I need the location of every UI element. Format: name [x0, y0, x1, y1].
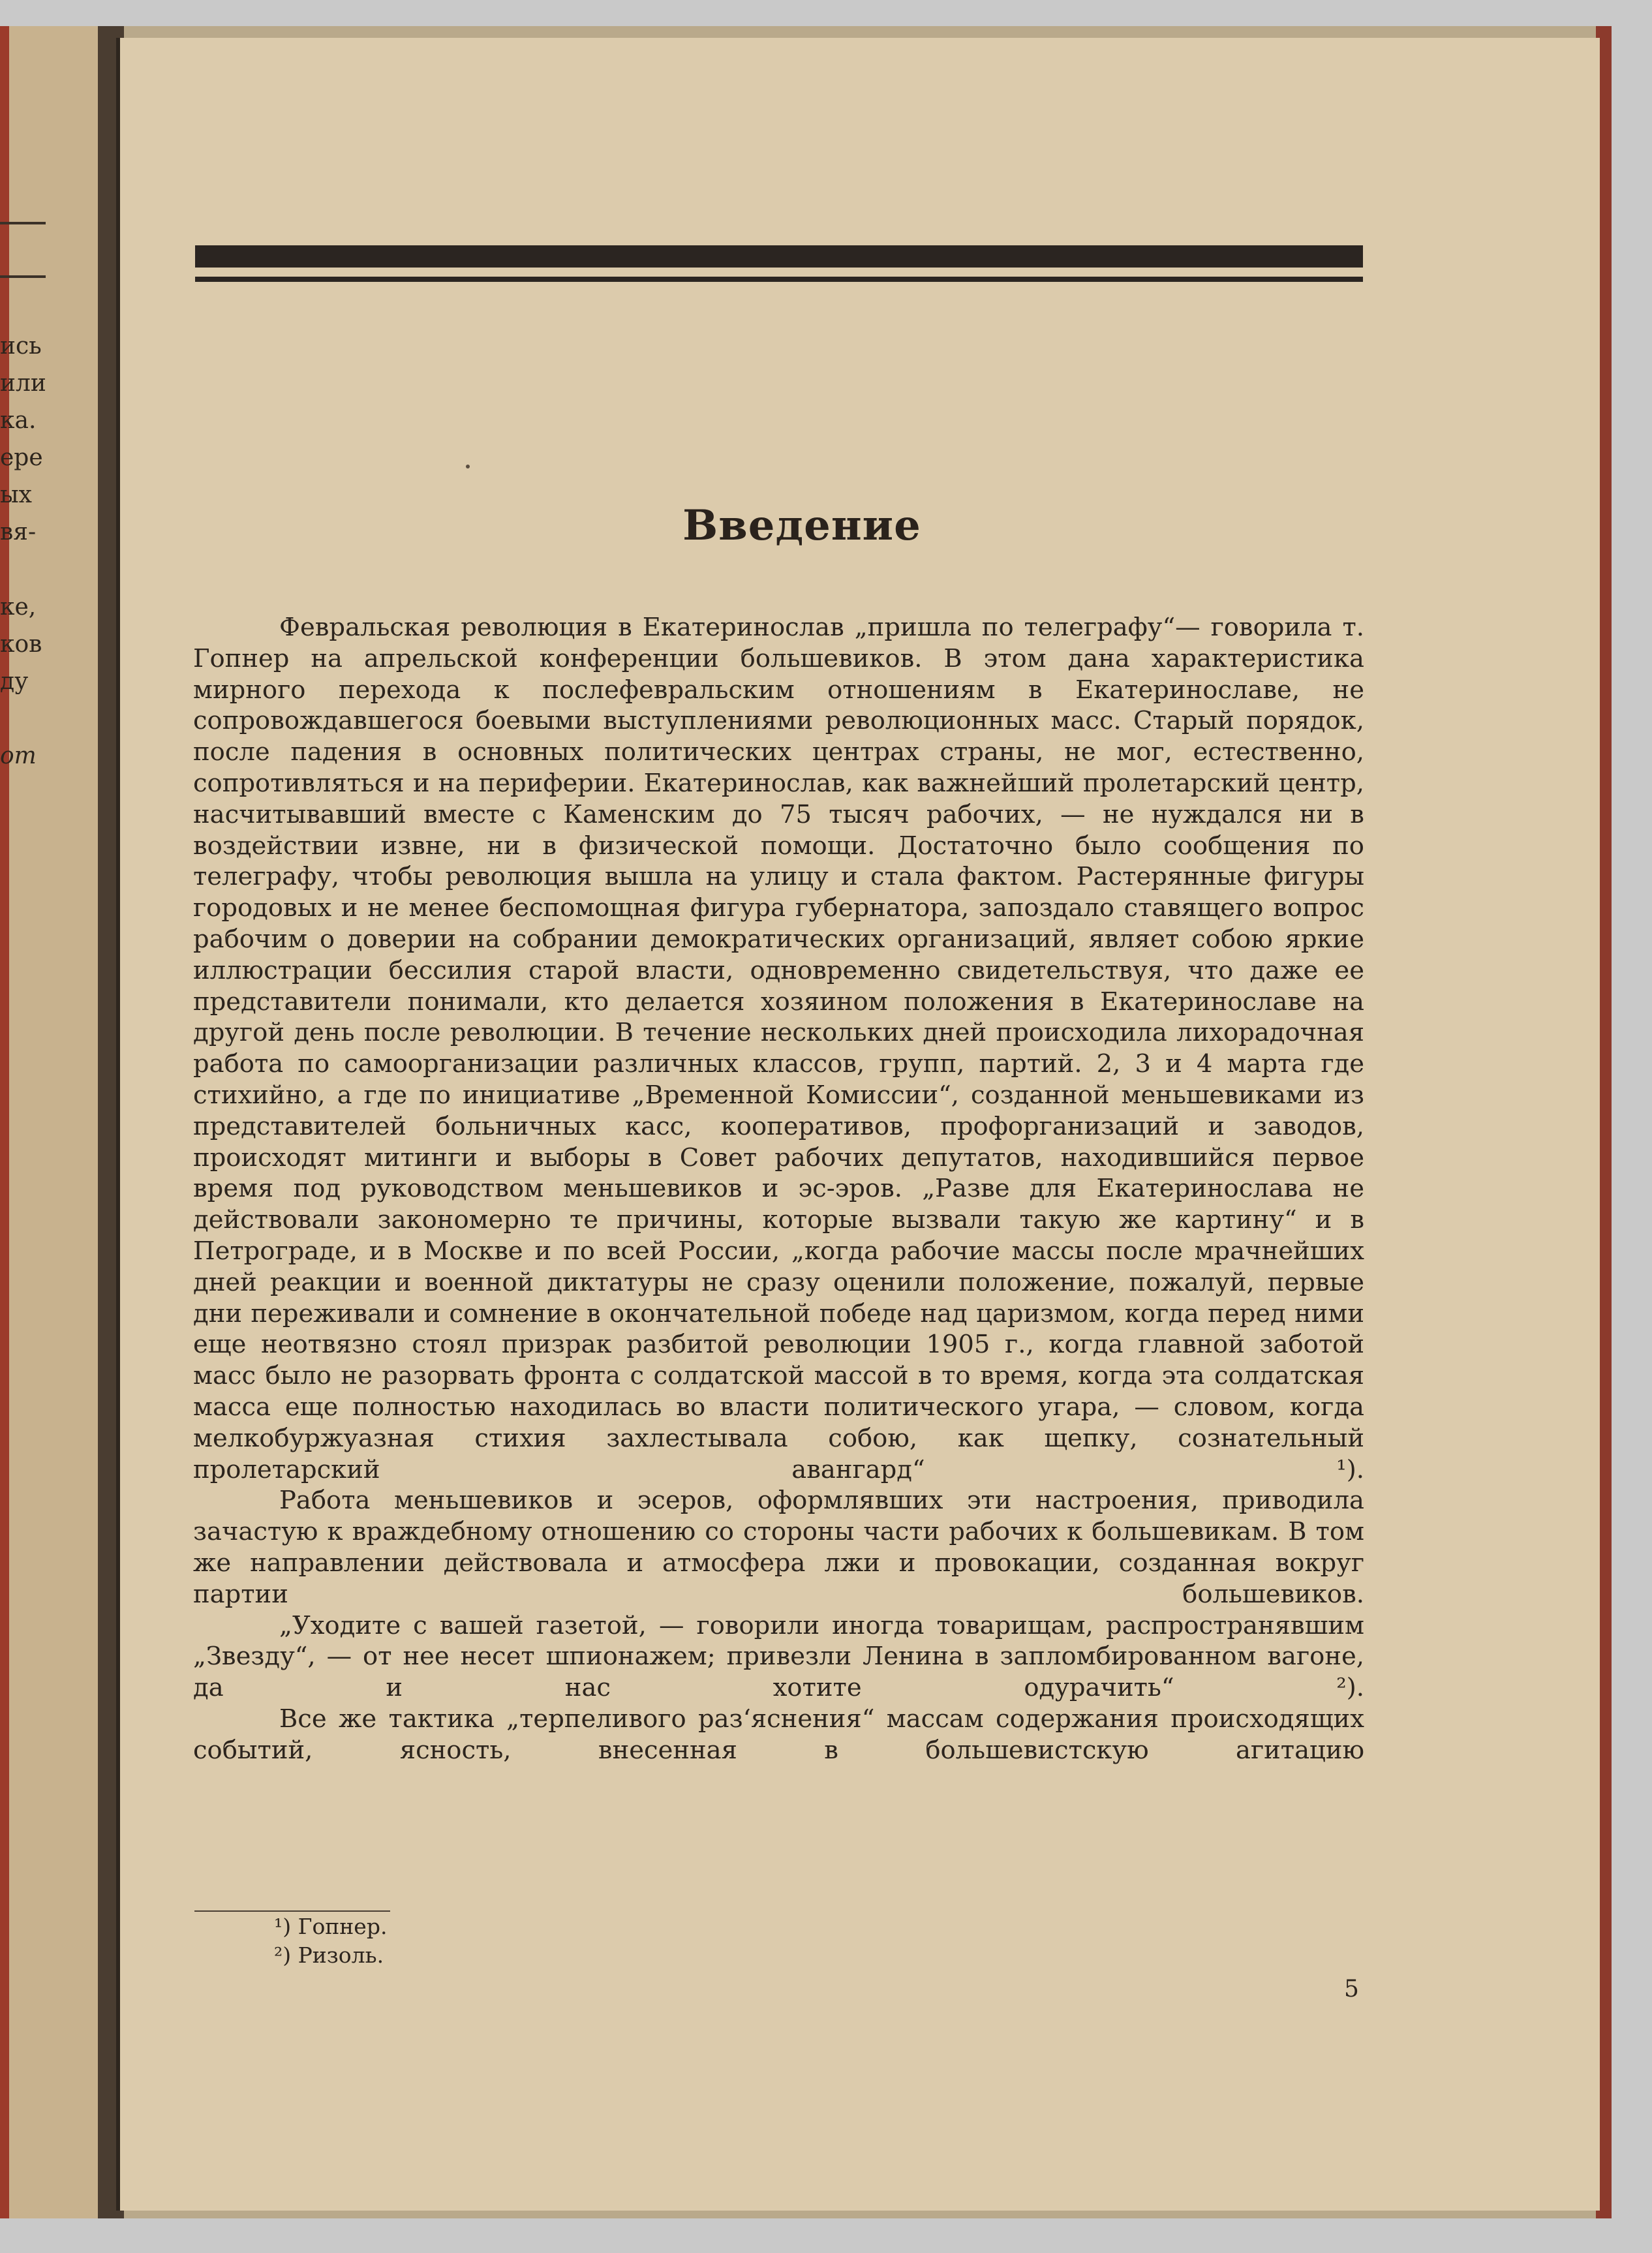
- left-page-fragment: ков: [0, 631, 42, 658]
- left-page-fragment: или: [0, 370, 46, 397]
- left-page-fragment: ке,: [0, 594, 37, 621]
- left-page-fragment: ых: [0, 482, 32, 508]
- paragraph: „Уходите с вашей газетой, — говорили иногда товарищам, распространявшим „Звезду“, — от нее несет шпионажем; привезли Ленина в запломбированном вагоне, да и нас хотите одурачить“ ²).: [193, 1610, 1364, 1703]
- header-ornament-bar: [195, 245, 1363, 268]
- body-text: [193, 612, 1364, 1766]
- paragraph: Февральская революция в Екатеринослав „пришла по телеграфу“— говорила т. Гопнер на апрельской конференции большевиков. В этом дана характеристика мирного перехода к послефевральским отношениям в Екатеринославе, не сопровождавшегося боевыми выступлениями революционных масс. Старый порядок, после падения в основных политических центрах страны, не мог, естественно, сопротивляться и на периферии. Екатеринослав, как важнейший пролетарский центр, насчитывавший вместе с Каменским до 75 тысяч рабочих, — не нуждался ни в воздействии извне, ни в физической помощи. Достаточно было сообщения по телеграфу, чтобы революция вышла на улицу и стала фактом. Растерянные фигуры городовых и не менее беспомощная фигура губернатора, запоздало ставящего вопрос рабочим о доверии на собрании демократических организаций, являет собою яркие иллюстрации бессилия старой власти, одновременно свидетельствуя, что даже ее представители понимали, кто делается хозяином положения в Екатеринославе на другой день после революции. В течение нескольких дней происходила лихорадочная работа по самоорганизации различных классов, групп, партий. 2, 3 и 4 марта где стихийно, а где по инициативе „Временной Комиссии“, созданной меньшевиками из представителей больничных касс, кооперативов, профорганизаций и заводов, происходят митинги и выборы в Совет рабочих депутатов, находившийся первое время под руководством меньшевиков и эс-эров. „Разве для Екатеринослава не действовали закономерно те причины, которые вызвали такую же картину“ и в Петрограде, и в Москве и по всей России, „когда рабочие массы после мрачнейших дней реакции и военной диктатуры не сразу оценили положение, пожалуй, первые дни переживали и сомнение в окончательной победе над царизмом, когда перед ними еще неотвязно стоял призрак разбитой революции 1905 г., когда главной заботой масс было не разорвать фронта с солдатской массой в то время, когда эта солдатская масса еще полностью находилась во власти политического угара, — словом, когда мелкобуржуазная стихия захлестывала собою, как щепку, сознательный пролетарский авангард“ ¹).: [193, 613, 1364, 1484]
- left-page-fragment: вя-: [0, 519, 37, 545]
- book-page: [116, 38, 1600, 2211]
- footnote-rule: [194, 1910, 390, 1912]
- left-page-fragment: ере: [0, 444, 43, 471]
- paragraph: Работа меньшевиков и эсеров, оформлявших эти настроения, приводила зачастую к враждебному отношению со стороны части рабочих к большевикам. В том же направлении действовала и атмосфера лжи и провокации, созданная вокруг партии большевиков.: [193, 1486, 1364, 1609]
- left-page-rule: [0, 222, 46, 224]
- footnotes: [274, 1912, 387, 1970]
- left-page-fragment: ись: [0, 333, 42, 360]
- page-number: 5: [1344, 1976, 1359, 2002]
- left-page-rule: [0, 275, 46, 278]
- paragraph: Все же тактика „терпеливого раз‘яснения“ массам содержания происходящих событий, ясность, внесенная в большевистскую агитацию: [193, 1704, 1364, 1765]
- chapter-title: Введение: [682, 501, 921, 550]
- left-page-fragment: от: [0, 743, 37, 769]
- left-page-fragment: ка.: [0, 407, 37, 434]
- left-page-edge: [0, 26, 104, 2218]
- left-page-fragment: ду: [0, 668, 29, 695]
- header-ornament-line: [195, 277, 1363, 282]
- scan-speck: [466, 465, 470, 468]
- footnote: ¹) Гопнер.: [274, 1914, 388, 1939]
- footnote: ²) Ризоль.: [274, 1942, 384, 1968]
